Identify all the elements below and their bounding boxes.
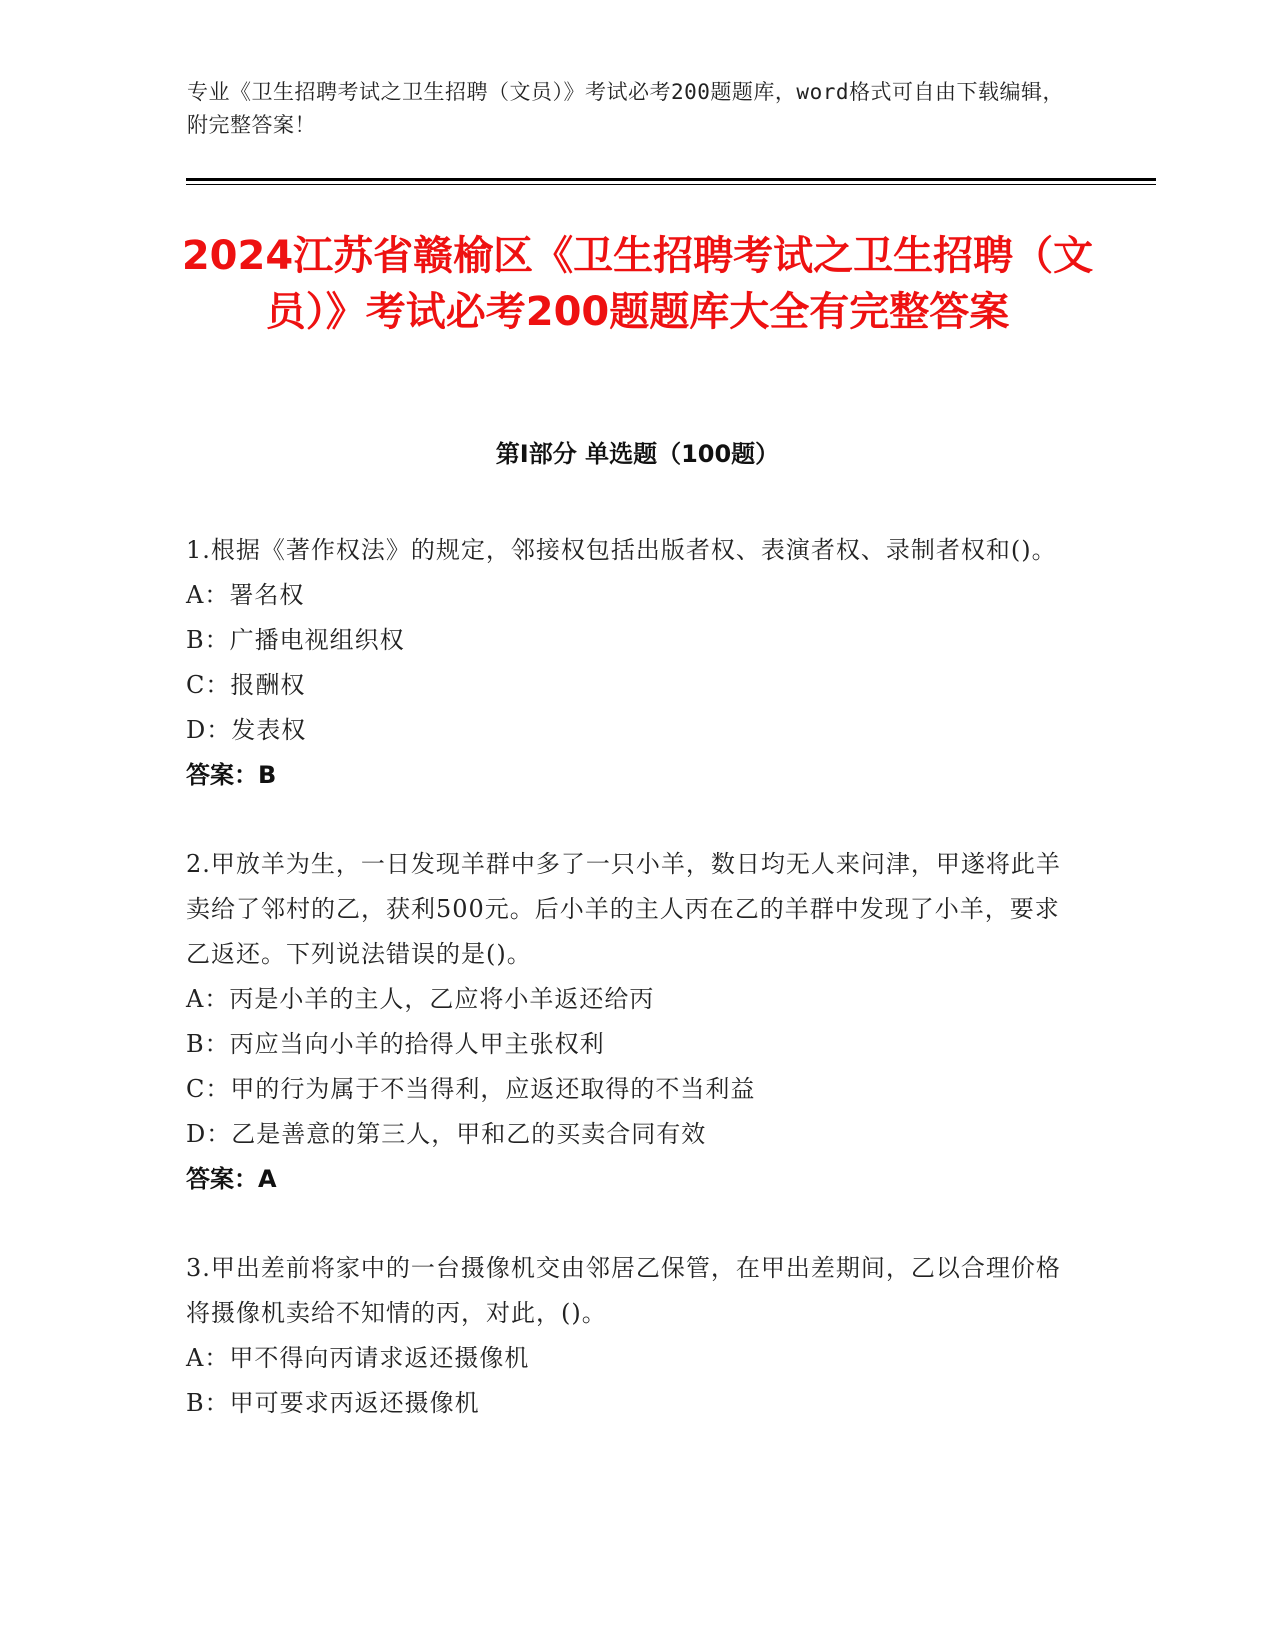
document-title: 2024江苏省赣榆区《卫生招聘考试之卫生招聘（文员）》考试必考200题题库大全有完整答案 — [181, 233, 1094, 335]
question-list — [186, 528, 1066, 1470]
option-c: C：报酬权 — [186, 671, 306, 699]
header-rule-thick — [186, 178, 1156, 181]
option-a: A：甲不得向丙请求返还摄像机 — [186, 1344, 530, 1372]
question-stem: 3.甲出差前将家中的一台摄像机交由邻居乙保管，在甲出差期间，乙以合理价格将摄像机卖给不知情的丙，对此，()。 — [186, 1254, 1061, 1327]
option-b: B：甲可要求丙返还摄像机 — [186, 1389, 480, 1417]
section-title: 第I部分 单选题（100题） — [495, 440, 780, 468]
answer: 答案：A — [186, 1165, 277, 1193]
answer: 答案：B — [186, 761, 277, 789]
option-d: D：发表权 — [186, 716, 307, 744]
question-stem: 1.根据《著作权法》的规定，邻接权包括出版者权、表演者权、录制者权和()。 — [186, 536, 1057, 564]
option-b: B：丙应当向小羊的拾得人甲主张权利 — [186, 1030, 605, 1058]
option-c: C：甲的行为属于不当得利，应返还取得的不当利益 — [186, 1075, 756, 1103]
option-a: A：丙是小羊的主人，乙应将小羊返还给丙 — [186, 985, 655, 1013]
header-note: 专业《卫生招聘考试之卫生招聘（文员）》考试必考200题题库，word格式可自由下载编辑，附完整答案！ — [187, 80, 1064, 137]
option-b: B：广播电视组织权 — [186, 626, 405, 654]
header-rule-thin — [186, 184, 1156, 185]
question-1 — [186, 528, 1066, 798]
option-a: A：署名权 — [186, 581, 305, 609]
option-d: D：乙是善意的第三人，甲和乙的买卖合同有效 — [186, 1120, 707, 1148]
question-stem: 2.甲放羊为生，一日发现羊群中多了一只小羊，数日均无人来问津，甲遂将此羊卖给了邻村的乙，获利500元。后小羊的主人丙在乙的羊群中发现了小羊，要求乙返还。下列说法错误的是()。 — [186, 850, 1061, 968]
question-3 — [186, 1246, 1066, 1426]
question-2 — [186, 842, 1066, 1202]
